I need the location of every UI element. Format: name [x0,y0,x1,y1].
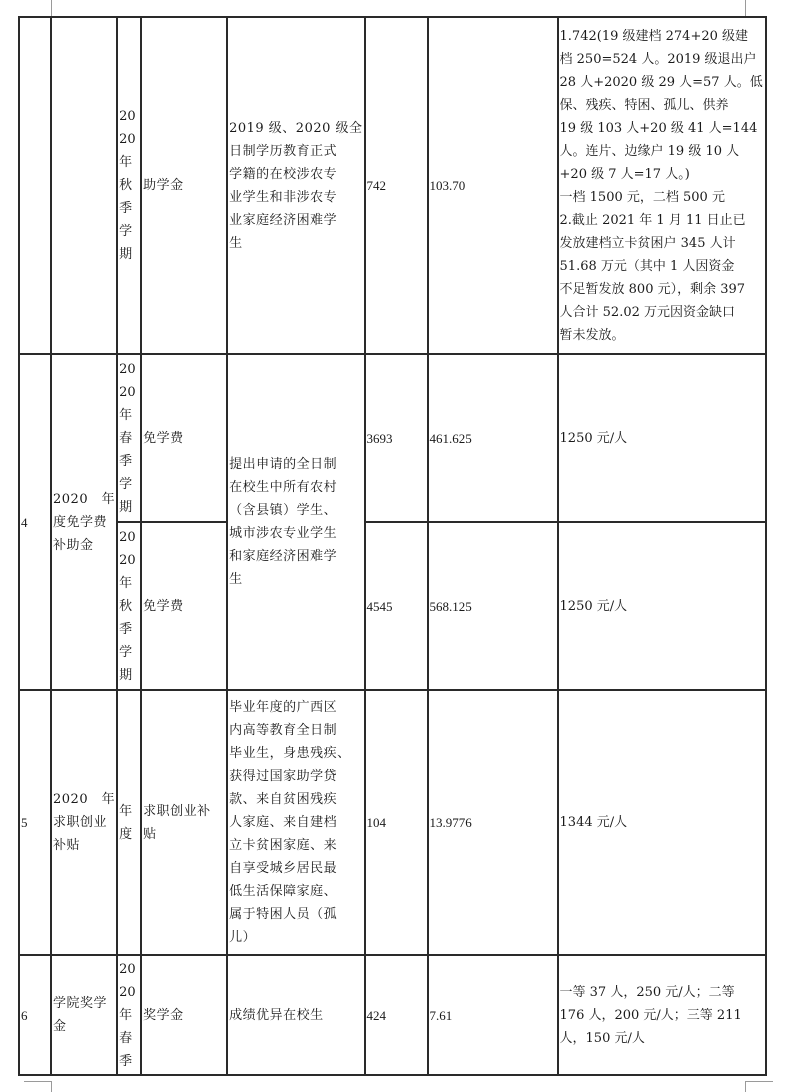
note-cell: 1250 元/人 [558,522,766,690]
amount-cell: 7.61 [428,955,558,1075]
row-number-cell: 4 [19,354,51,690]
term-cell: 20 20 年 春 季 [117,955,141,1075]
project-cell: 2020 年 求职创业 补贴 [51,690,117,955]
note-cell: 一等 37 人，250 元/人；二等 176 人，200 元/人；三等 211 人，150 元/人 [558,955,766,1075]
object-cell: 提出申请的全日制 在校生中所有农村 （含县镇）学生、 城市涉农专业学生 和家庭经济困难学 生 [227,354,364,690]
count-cell: 4545 [365,522,428,690]
page-corner-mark-bottom-right [745,1081,773,1092]
amount-cell: 461.625 [428,354,558,522]
count-cell: 3693 [365,354,428,522]
object-cell: 毕业年度的广西区 内高等教育全日制 毕业生，身患残疾、 获得过国家助学贷 款、来自贫困残疾 人家庭、来自建档 立卡贫困家庭、来 自享受城乡居民最 低生活保障家庭、 属于特困人员（孤 儿） [227,690,364,955]
count-cell: 104 [365,690,428,955]
type-cell: 免学费 [141,354,227,522]
term-cell: 20 20 年 秋 季 学 期 [117,17,141,354]
subsidy-table [18,16,767,1076]
type-cell: 奖学金 [141,955,227,1075]
project-cell [51,17,117,354]
table-row [19,354,766,522]
table-row [19,17,766,354]
count-cell: 424 [365,955,428,1075]
amount-cell: 13.9776 [428,690,558,955]
type-cell: 免学费 [141,522,227,690]
amount-cell: 568.125 [428,522,558,690]
type-cell: 求职创业补 贴 [141,690,227,955]
table-row [19,955,766,1075]
amount-cell: 103.70 [428,17,558,354]
object-cell: 2019 级、2020 级全 日制学历教育正式 学籍的在校涉农专 业学生和非涉农专 业家庭经济困难学 生 [227,17,364,354]
table-row [19,522,766,690]
type-cell: 助学金 [141,17,227,354]
project-cell: 2020 年 度免学费 补助金 [51,354,117,690]
note-cell: 1.742(19 级建档 274+20 级建 档 250=524 人。2019 级退出户 28 人+2020 级 29 人=57 人。低 保、残疾、特困、孤儿、供养 19 级 103 人+20 级 41 人=144 人。连片、边缘户 19 级 10 人 +20 级 7 人=17 人。) 一档 1500 元，二档 500 元 2.截止 2021 年 1 月 11 日止已 发放建档立卡贫困户 345 人计 51.68 万元（其中 1 人因资金 不足暂发放 800 元），剩余 397 人合计 52.02 万元因资金缺口 暂未发放。 [558,17,766,354]
term-cell: 20 20 年 秋 季 学 期 [117,522,141,690]
count-cell: 742 [365,17,428,354]
note-cell: 1344 元/人 [558,690,766,955]
row-number-cell: 6 [19,955,51,1075]
table-row [19,690,766,955]
page-corner-mark-bottom-left [24,1081,52,1092]
row-number-cell: 5 [19,690,51,955]
project-cell: 学院奖学 金 [51,955,117,1075]
page-corner-mark-top-right [745,0,747,16]
term-cell: 20 20 年 春 季 学 期 [117,354,141,522]
object-cell: 成绩优异在校生 [227,955,364,1075]
page-corner-mark-top-left [24,0,52,17]
note-cell: 1250 元/人 [558,354,766,522]
row-number-cell [19,17,51,354]
term-cell: 年 度 [117,690,141,955]
